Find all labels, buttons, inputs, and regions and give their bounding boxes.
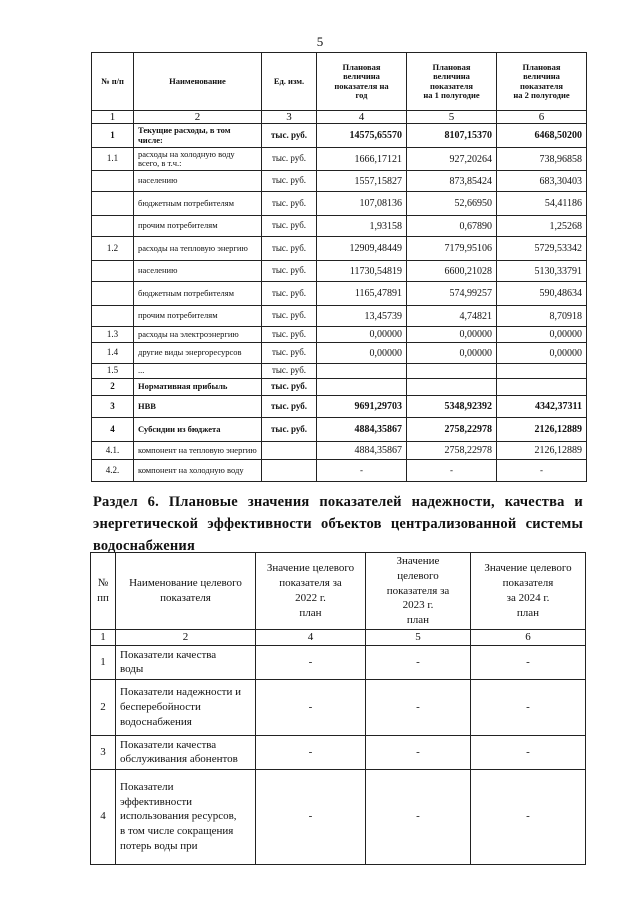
- value-half1: 52,66950: [407, 192, 497, 216]
- table-row: [92, 442, 587, 460]
- value-half2: [497, 379, 587, 396]
- header-line: показателя на: [334, 80, 389, 91]
- header-half2: [497, 53, 587, 111]
- table-row: [91, 645, 586, 679]
- header-line: потерь воды при: [120, 840, 198, 853]
- row-number: 2: [91, 679, 116, 735]
- table-row: [91, 769, 586, 864]
- row-number: 2: [92, 379, 134, 396]
- header-line: Плановая: [522, 61, 561, 72]
- row-unit: тыс. руб.: [262, 364, 317, 379]
- header-line: Плановая: [432, 61, 471, 72]
- value-half1: 7179,95106: [407, 237, 497, 261]
- row-number: 3: [91, 735, 116, 769]
- table-row: [92, 148, 587, 171]
- table-row: [92, 379, 587, 396]
- row-name: расходы на электроэнергию: [134, 327, 262, 343]
- row-unit: тыс. руб.: [262, 261, 317, 282]
- row-number: 1: [92, 124, 134, 148]
- header-line: Наименование целевого: [129, 577, 242, 590]
- value-year: 14575,65570: [317, 124, 407, 148]
- row-name: Текущие расходы, в том числе:: [134, 124, 262, 148]
- value-half1: 873,85424: [407, 171, 497, 192]
- header-half1: [407, 53, 497, 111]
- column-number: 6: [497, 111, 587, 124]
- header-line: обслуживания абонентов: [120, 753, 238, 766]
- header-indicator-name: [116, 553, 256, 630]
- column-number: 4: [256, 630, 366, 646]
- header-line: использования ресурсов,: [120, 810, 237, 823]
- table-header-row: [91, 553, 586, 630]
- header-2022: [256, 553, 366, 630]
- row-name: прочим потребителям: [134, 306, 262, 327]
- table-row: [91, 735, 586, 769]
- value-half2: 4342,37311: [497, 396, 587, 418]
- value-year: 1165,47891: [317, 282, 407, 306]
- page-number: 5: [316, 34, 324, 49]
- value-half1: 8107,15370: [407, 124, 497, 148]
- row-unit: тыс. руб.: [262, 306, 317, 327]
- row-number: [92, 282, 134, 306]
- value-half1: 4,74821: [407, 306, 497, 327]
- column-number: 1: [91, 630, 116, 646]
- header-line: величина: [343, 71, 380, 82]
- value-year: 0,00000: [317, 343, 407, 364]
- header-unit: Ед. изм.: [262, 53, 317, 111]
- row-unit: тыс. руб.: [262, 237, 317, 261]
- value-year: 0,00000: [317, 327, 407, 343]
- value-year: 13,45739: [317, 306, 407, 327]
- value-2022: -: [256, 735, 366, 769]
- column-number: 4: [317, 111, 407, 124]
- header-line: Значение целевого: [484, 562, 572, 575]
- row-number: [92, 192, 134, 216]
- value-2022: -: [256, 679, 366, 735]
- row-unit: тыс. руб.: [262, 327, 317, 343]
- value-2023: -: [366, 769, 471, 864]
- row-number: 4.2.: [92, 460, 134, 482]
- row-number: [92, 261, 134, 282]
- row-name: Нормативная прибыль: [134, 379, 262, 396]
- value-year: 11730,54819: [317, 261, 407, 282]
- row-name: НВВ: [134, 396, 262, 418]
- value-2023: -: [366, 645, 471, 679]
- value-half2: 2126,12889: [497, 442, 587, 460]
- header-year: [317, 53, 407, 111]
- row-number: 1.4: [92, 343, 134, 364]
- header-line: Показатели: [120, 780, 174, 793]
- column-number: 1: [92, 111, 134, 124]
- header-line: №: [97, 577, 109, 590]
- value-half2: 5729,53342: [497, 237, 587, 261]
- row-name: другие виды энергоресурсов: [134, 343, 262, 364]
- value-half1: 574,99257: [407, 282, 497, 306]
- value-half1: 0,00000: [407, 343, 497, 364]
- header-line: за 2024 г.: [506, 592, 550, 604]
- value-half2: 1,25268: [497, 216, 587, 237]
- value-half2: 8,70918: [497, 306, 587, 327]
- row-unit: тыс. руб.: [262, 282, 317, 306]
- table-row: [92, 261, 587, 282]
- header-line: величина: [523, 71, 560, 82]
- row-unit: [262, 460, 317, 482]
- row-name: населению: [134, 261, 262, 282]
- value-year: 1557,15827: [317, 171, 407, 192]
- value-half1: [407, 379, 497, 396]
- table-header-row: [92, 53, 587, 111]
- column-number: 2: [116, 630, 256, 646]
- header-line: показателя за: [386, 584, 450, 597]
- target-indicators-table: [90, 552, 586, 865]
- column-number: 2: [134, 111, 262, 124]
- row-unit: тыс. руб.: [262, 418, 317, 442]
- value-half1: 2758,22978: [407, 442, 497, 460]
- value-half2: [497, 364, 587, 379]
- cost-plan-table: [91, 52, 587, 482]
- value-half1: 5348,92392: [407, 396, 497, 418]
- header-line: показателя: [520, 80, 563, 91]
- row-unit: [262, 442, 317, 460]
- value-half2: 2126,12889: [497, 418, 587, 442]
- value-year: -: [317, 460, 407, 482]
- header-line: Значение целевого: [266, 562, 355, 575]
- header-line: показателя за: [279, 577, 342, 590]
- header-line: эффективности: [120, 795, 193, 808]
- row-name: бюджетным потребителям: [134, 192, 262, 216]
- value-half2: 54,41186: [497, 192, 587, 216]
- table-row: [92, 460, 587, 482]
- header-line: целевого: [397, 569, 439, 582]
- row-unit: тыс. руб.: [262, 379, 317, 396]
- value-half2: 0,00000: [497, 327, 587, 343]
- value-year: 1666,17121: [317, 148, 407, 171]
- header-line: план: [299, 606, 322, 619]
- header-line: водоснабжения: [120, 715, 192, 728]
- table-row: [92, 216, 587, 237]
- header-line: пп: [97, 592, 109, 604]
- header-line: величина: [433, 71, 470, 82]
- indicator-name: [116, 769, 256, 864]
- row-unit: тыс. руб.: [262, 216, 317, 237]
- row-unit: тыс. руб.: [262, 396, 317, 418]
- header-line: показателя: [430, 80, 473, 91]
- header-line: 2022 г.: [295, 592, 326, 604]
- value-2022: -: [256, 769, 366, 864]
- row-name: Субсидии из бюджета: [134, 418, 262, 442]
- value-half2: 683,30403: [497, 171, 587, 192]
- table-row: [92, 364, 587, 379]
- value-half2: 590,48634: [497, 282, 587, 306]
- row-number: [92, 306, 134, 327]
- value-2024: -: [471, 679, 586, 735]
- indicator-name: [116, 645, 256, 679]
- header-name: Наименование: [134, 53, 262, 111]
- header-line: Показатели качества: [120, 738, 217, 751]
- row-unit: тыс. руб.: [262, 192, 317, 216]
- row-number: 1.3: [92, 327, 134, 343]
- value-year: 12909,48449: [317, 237, 407, 261]
- header-line: в том числе сокращения: [120, 825, 234, 838]
- value-2024: -: [471, 735, 586, 769]
- row-number: 4: [92, 418, 134, 442]
- column-number-row: [91, 630, 586, 646]
- row-name: расходы на тепловую энергию: [134, 237, 262, 261]
- row-number: 4.1.: [92, 442, 134, 460]
- row-number: 1: [91, 645, 116, 679]
- header-2024: [471, 553, 586, 630]
- table-row: [92, 343, 587, 364]
- header-line: на 1 полугодие: [423, 89, 480, 100]
- value-half2: -: [497, 460, 587, 482]
- table-row: [92, 237, 587, 261]
- value-2024: -: [471, 769, 586, 864]
- value-2024: -: [471, 645, 586, 679]
- row-name: населению: [134, 171, 262, 192]
- value-half1: 927,20264: [407, 148, 497, 171]
- column-number-row: [92, 111, 587, 124]
- row-unit: тыс. руб.: [262, 171, 317, 192]
- header-line: на 2 полугодие: [513, 89, 570, 100]
- value-half1: 6600,21028: [407, 261, 497, 282]
- table-row: [92, 396, 587, 418]
- header-num: [91, 553, 116, 630]
- value-half1: 0,67890: [407, 216, 497, 237]
- row-name: расходы на холодную воду всего, в т.ч.:: [134, 148, 262, 171]
- row-number: 4: [91, 769, 116, 864]
- value-year: [317, 364, 407, 379]
- header-line: 2023 г.: [402, 599, 434, 612]
- value-2022: -: [256, 645, 366, 679]
- value-half2: 6468,50200: [497, 124, 587, 148]
- row-name: компонент на тепловую энергию: [134, 442, 262, 460]
- table-row: [92, 124, 587, 148]
- table-row: [92, 327, 587, 343]
- section-title: Раздел 6. Плановые значения показателей надежности, качества и энергетической эффективности объектов централизованной системы водоснабжения: [93, 494, 583, 554]
- row-name: ...: [134, 364, 262, 379]
- value-half1: [407, 364, 497, 379]
- header-line: воды: [120, 663, 144, 676]
- value-year: 4884,35867: [317, 418, 407, 442]
- header-num: № п/п: [92, 53, 134, 111]
- table-row: [91, 679, 586, 735]
- header-2023: [366, 553, 471, 630]
- indicator-name: [116, 735, 256, 769]
- row-number: 1.2: [92, 237, 134, 261]
- header-line: показателя: [502, 577, 554, 590]
- header-line: Плановая: [342, 61, 381, 72]
- value-2023: -: [366, 679, 471, 735]
- table-row: [92, 418, 587, 442]
- row-name: бюджетным потребителям: [134, 282, 262, 306]
- value-year: 4884,35867: [317, 442, 407, 460]
- value-half1: 0,00000: [407, 327, 497, 343]
- header-line: год: [355, 89, 368, 100]
- column-number: 3: [262, 111, 317, 124]
- value-year: [317, 379, 407, 396]
- value-year: 9691,29703: [317, 396, 407, 418]
- row-number: [92, 216, 134, 237]
- header-line: бесперебойности: [120, 700, 201, 713]
- row-number: [92, 171, 134, 192]
- column-number: 6: [471, 630, 586, 646]
- row-name: прочим потребителям: [134, 216, 262, 237]
- row-number: 3: [92, 396, 134, 418]
- value-year: 1,93158: [317, 216, 407, 237]
- header-line: Показатели надежности и: [120, 686, 241, 699]
- row-unit: тыс. руб.: [262, 343, 317, 364]
- row-unit: тыс. руб.: [262, 124, 317, 148]
- table-row: [92, 192, 587, 216]
- table-row: [92, 306, 587, 327]
- value-half2: 738,96858: [497, 148, 587, 171]
- table-row: [92, 171, 587, 192]
- value-half2: 0,00000: [497, 343, 587, 364]
- value-half1: -: [407, 460, 497, 482]
- indicator-name: [116, 679, 256, 735]
- table-row: [92, 282, 587, 306]
- row-name: компонент на холодную воду: [134, 460, 262, 482]
- value-year: 107,08136: [317, 192, 407, 216]
- header-line: Показатели качества: [120, 648, 217, 661]
- header-line: план: [516, 606, 540, 619]
- header-line: показателя: [160, 592, 211, 604]
- column-number: 5: [366, 630, 471, 646]
- column-number: 5: [407, 111, 497, 124]
- value-half2: 5130,33791: [497, 261, 587, 282]
- row-unit: тыс. руб.: [262, 148, 317, 171]
- row-number: 1.1: [92, 148, 134, 171]
- header-line: план: [406, 614, 430, 627]
- header-line: Значение: [396, 554, 440, 567]
- row-number: 1.5: [92, 364, 134, 379]
- value-half1: 2758,22978: [407, 418, 497, 442]
- value-2023: -: [366, 735, 471, 769]
